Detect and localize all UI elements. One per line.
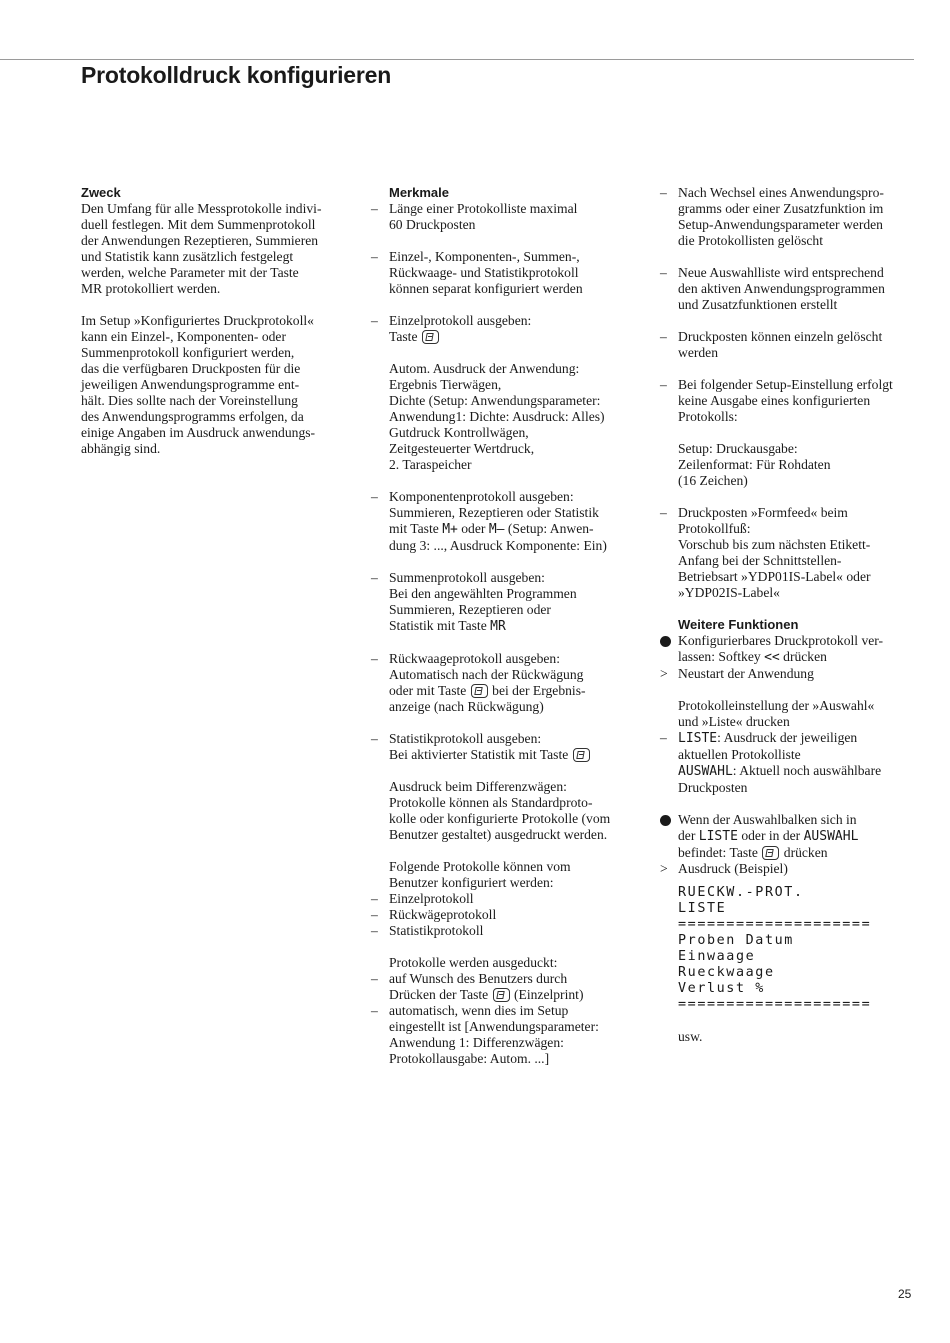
- list-item-new-selection: [660, 265, 922, 313]
- item-text: Rückwägeprotokoll: [389, 907, 497, 922]
- text-line: RUECKW.-PROT.: [678, 885, 804, 900]
- bullet-icon: [660, 815, 671, 826]
- text-line: Einzel-, Komponenten-, Summen-,: [389, 249, 580, 264]
- text-line: ====================: [678, 917, 872, 932]
- text-line: gramms oder einer Zusatzfunktion im: [678, 201, 884, 216]
- dash-marker: –: [371, 651, 378, 666]
- arrow-marker: >: [660, 861, 668, 876]
- item-text: lassen: Softkey: [678, 649, 761, 664]
- dash-marker: –: [371, 201, 378, 216]
- list-item-cfg: [371, 891, 633, 907]
- result-printout: [660, 861, 922, 877]
- text-line: Benutzer gestaltet) ausgedruckt werden.: [389, 827, 608, 842]
- dash-marker: –: [660, 505, 667, 520]
- text-line: Autom. Ausdruck der Anwendung:: [389, 361, 580, 376]
- column-purpose: [81, 185, 343, 473]
- item-text: der: [678, 828, 696, 843]
- text-line: den aktiven Anwendungsprogrammen: [678, 281, 885, 296]
- arrow-marker: >: [660, 666, 668, 681]
- text-line: Zeilenformat: Für Rohdaten: [678, 457, 831, 472]
- text-line: kolle oder konfigurierte Protokolle (vom: [389, 811, 611, 826]
- text-line: LISTE: [678, 901, 727, 916]
- item-text: anzeige (nach Rückwägung): [389, 699, 544, 714]
- text-line: des Anwendungsprogramms erfolgen, da: [81, 409, 304, 424]
- text-line: Druckposten können einzeln gelöscht: [678, 329, 883, 344]
- dash-marker: –: [371, 923, 378, 938]
- item-text: Ausdruck (Beispiel): [678, 861, 788, 876]
- list-item-length: [371, 201, 633, 233]
- text-line: der Anwendungen Rezeptieren, Summieren: [81, 233, 319, 248]
- header-rule: [0, 59, 914, 60]
- text-line: Anwendung1: Dichte: Ausdruck: Alles): [389, 409, 605, 424]
- list-item-sum-protocol: [371, 570, 633, 635]
- text-line: Protokollausgabe: Autom. ...]: [389, 1051, 550, 1066]
- text-line: können separat konfiguriert werden: [389, 281, 583, 296]
- text-line: Rückwaageprotokoll ausgeben:: [389, 651, 561, 666]
- text-line: werden, welche Parameter mit der Taste: [81, 265, 299, 280]
- text-line: Im Setup »Konfiguriertes Druckprotokoll«: [81, 313, 314, 328]
- text-line: Ausdruck beim Differenzwägen:: [389, 779, 567, 794]
- text-line: Summenprotokoll ausgeben:: [389, 570, 545, 585]
- text-line: 2. Taraspeicher: [389, 457, 472, 472]
- text-line: Gutdruck Kontrollwägen,: [389, 425, 529, 440]
- paragraph-differential: [371, 779, 633, 843]
- dash-marker: –: [660, 730, 667, 745]
- item-text: auf Wunsch des Benutzers durch: [389, 971, 568, 986]
- item-text: [678, 265, 922, 313]
- bullet-icon: [660, 636, 671, 647]
- item-text: : Ausdruck der jeweiligen: [717, 730, 858, 745]
- item-text: [678, 377, 922, 425]
- print-key-icon: [573, 748, 590, 762]
- print-key-icon: [762, 846, 779, 860]
- text-line: Rückwaage- und Statistikprotokoll: [389, 265, 579, 280]
- item-text: oder mit Taste: [389, 683, 467, 698]
- item-text: : Aktuell noch auswählbare: [732, 763, 882, 778]
- text-line: Anwendung 1: Differenzwägen:: [389, 1035, 564, 1050]
- item-text: oder in der: [741, 828, 801, 843]
- item-text: Statistikprotokoll ausgeben:: [389, 731, 542, 746]
- item-text: (Setup: Anwen-: [507, 521, 594, 536]
- text-line: Protokollfuß:: [678, 521, 751, 536]
- item-text: Druckposten: [678, 780, 748, 795]
- item-text: drücken: [783, 649, 827, 664]
- text-line: Verlust %: [678, 981, 765, 996]
- dash-marker: –: [371, 489, 378, 504]
- text-line: Anfang bei der Schnittstellen-: [678, 553, 842, 568]
- item-text: [389, 249, 633, 297]
- text-line: das die verfügbaren Druckposten für die: [81, 361, 301, 376]
- key-liste: LISTE: [678, 731, 718, 746]
- text-line: eingestellt ist [Anwendungsparameter:: [389, 1019, 599, 1034]
- text-line: und »Liste« drucken: [678, 714, 790, 729]
- paragraph-output: Protokolle werden ausgeduckt:: [389, 955, 558, 970]
- dash-marker: –: [371, 249, 378, 264]
- text-line: Vorschub bis zum nächsten Etikett-: [678, 537, 871, 552]
- paragraph-print-settings: [660, 698, 922, 730]
- key-m-minus: M–: [488, 522, 505, 537]
- text-line: Nach Wechsel eines Anwendungspro-: [678, 185, 884, 200]
- text-line: werden: [678, 345, 719, 360]
- key-m-plus: M+: [442, 522, 458, 537]
- text-line: »YDP02IS-Label«: [678, 585, 780, 600]
- paragraph-configurable: [371, 859, 633, 891]
- softkey-back: <<: [764, 650, 780, 665]
- paragraph-setup: [81, 313, 343, 457]
- key-liste: LISTE: [698, 829, 738, 844]
- printout-etc: usw.: [678, 1029, 703, 1044]
- text-line: hält. Dies sollte nach der Voreinstellung: [81, 393, 298, 408]
- text-line: Zeitgesteuerter Wertdruck,: [389, 441, 535, 456]
- list-item-separate: [371, 249, 633, 297]
- dash-marker: –: [660, 329, 667, 344]
- item-text: (Einzelprint): [514, 987, 584, 1002]
- auto-print-list: [371, 361, 633, 473]
- item-text: [678, 329, 922, 361]
- item-text: Drücken der Taste: [389, 987, 489, 1002]
- text-line: Neue Auswahlliste wird entsprechend: [678, 265, 884, 280]
- dash-marker: –: [371, 313, 378, 328]
- item-text: dung 3: ..., Ausdruck Komponente: Ein): [389, 538, 607, 553]
- list-item-single-protocol: [371, 313, 633, 345]
- step-leave-protocol: [660, 633, 922, 666]
- dash-marker: –: [371, 570, 378, 585]
- dash-marker: –: [371, 907, 378, 922]
- text-line: Protokolleinstellung der »Auswahl«: [678, 698, 875, 713]
- text-line: Komponentenprotokoll ausgeben:: [389, 489, 574, 504]
- text-line: Proben Datum: [678, 933, 794, 948]
- item-text: Taste: [389, 329, 418, 344]
- list-item-delete-items: [660, 329, 922, 361]
- item-text: Statistikprotokoll: [389, 923, 484, 938]
- item-text: Einzelprotokoll: [389, 891, 474, 906]
- item-text: Neustart der Anwendung: [678, 666, 814, 681]
- text-line: Summenprotokoll konfiguriert werden,: [81, 345, 295, 360]
- dash-marker: –: [660, 265, 667, 280]
- item-text: [389, 1003, 633, 1067]
- key-auswahl: AUSWAHL: [803, 829, 859, 844]
- paragraph-purpose: [81, 201, 343, 297]
- step-print-selection: [660, 812, 922, 861]
- item-text: Statistik mit Taste: [389, 618, 487, 633]
- printout-example: [678, 885, 922, 1013]
- list-item-statistics-protocol: [371, 731, 633, 763]
- print-key-icon: [493, 988, 510, 1002]
- text-line: (16 Zeichen): [678, 473, 748, 488]
- item-text: Wenn der Auswahlbalken sich in: [678, 812, 857, 827]
- item-text: [389, 489, 633, 521]
- item-text: aktuellen Protokolliste: [678, 747, 801, 762]
- text-line: Summieren, Rezeptieren oder Statistik: [389, 505, 599, 520]
- text-line: Druckposten »Formfeed« beim: [678, 505, 848, 520]
- list-item-cfg: [371, 907, 633, 923]
- heading-merkmale: Merkmale: [389, 185, 449, 200]
- text-line: Setup: Druckausgabe:: [678, 441, 798, 456]
- text-line: Den Umfang für alle Messprotokolle indivi-: [81, 201, 322, 216]
- key-auswahl: AUSWAHL: [678, 764, 733, 779]
- text-line: MR protokolliert werden.: [81, 281, 221, 296]
- text-line: Bei den angewählten Programmen: [389, 586, 577, 601]
- text-line: 60 Druckposten: [389, 217, 476, 232]
- item-text: [389, 651, 633, 683]
- print-key-icon: [422, 330, 439, 344]
- page-number: 25: [898, 1287, 912, 1301]
- item-text: drücken: [783, 845, 828, 860]
- dash-marker: –: [660, 377, 667, 392]
- text-line: Automatisch nach der Rückwägung: [389, 667, 584, 682]
- text-line: die Protokollisten gelöscht: [678, 233, 823, 248]
- text-line: Protokolls:: [678, 409, 738, 424]
- text-line: Rueckwaage: [678, 965, 775, 980]
- text-line: einige Angaben im Ausdruck anwendungs-: [81, 425, 316, 440]
- list-item-formfeed: [660, 505, 922, 601]
- list-item-app-change: [660, 185, 922, 249]
- list-item-component-protocol: [371, 489, 633, 554]
- text-line: Länge einer Protokolliste maximal: [389, 201, 578, 216]
- text-line: Ergebnis Tierwägen,: [389, 377, 502, 392]
- text-line: Setup-Anwendungsparameter werden: [678, 217, 883, 232]
- heading-zweck: Zweck: [81, 185, 121, 200]
- item-text: [678, 185, 922, 249]
- list-item-auto-print: [371, 1003, 633, 1067]
- text-line: Folgende Protokolle können vom: [389, 859, 571, 874]
- configurable-list: [371, 891, 633, 939]
- dash-marker: –: [371, 971, 378, 986]
- text-line: ====================: [678, 997, 872, 1012]
- text-line: duell festlegen. Mit dem Summenprotokoll: [81, 217, 316, 232]
- text-line: Benutzer konfiguriert werden:: [389, 875, 554, 890]
- text-line: Protokolle können als Standardproto-: [389, 795, 593, 810]
- text-line: automatisch, wenn dies im Setup: [389, 1003, 569, 1018]
- text-line: Dichte (Setup: Anwendungsparameter:: [389, 393, 601, 408]
- page-title: Protokolldruck konfigurieren: [81, 62, 392, 88]
- text-line: und Statistik kann zusätzlich festgelegt: [81, 249, 294, 264]
- column-features: [371, 185, 633, 1083]
- print-key-icon: [471, 684, 488, 698]
- text-line: Betriebsart »YDP01IS-Label« oder: [678, 569, 871, 584]
- result-restart: [660, 666, 922, 682]
- item-text: Bei aktivierter Statistik mit Taste: [389, 747, 569, 762]
- item-text: [678, 441, 922, 489]
- text-line: jeweiligen Anwendungsprogramme ent-: [81, 377, 300, 392]
- key-mr: MR: [490, 619, 506, 634]
- dash-marker: –: [371, 731, 378, 746]
- item-text: Konfigurierbares Druckprotokoll ver-: [678, 633, 884, 648]
- text-line: Bei folgender Setup-Einstellung erfolgt: [678, 377, 893, 392]
- dash-marker: –: [660, 185, 667, 200]
- column-notes: [660, 185, 922, 1061]
- text-line: und Zusatzfunktionen erstellt: [678, 297, 838, 312]
- text-line: abhängig sind.: [81, 441, 161, 456]
- text-line: Einwaage: [678, 949, 756, 964]
- list-item-no-output: [660, 377, 922, 489]
- item-text: oder: [461, 521, 486, 536]
- dash-marker: –: [371, 1003, 378, 1018]
- heading-weitere-funktionen: Weitere Funktionen: [678, 617, 799, 632]
- item-text: [678, 505, 922, 601]
- text-line: keine Ausgabe eines konfigurierten: [678, 393, 871, 408]
- item-text: [389, 570, 633, 618]
- dash-marker: –: [371, 891, 378, 906]
- list-item-liste: [660, 730, 922, 796]
- text-line: kann ein Einzel-, Komponenten- oder: [81, 329, 286, 344]
- list-item-backweigh-protocol: [371, 651, 633, 715]
- item-text: [389, 201, 633, 233]
- text-line: Summieren, Rezeptieren oder: [389, 602, 551, 617]
- item-text: mit Taste: [389, 521, 439, 536]
- item-text: bei der Ergebnis-: [492, 683, 586, 698]
- item-text: befindet: Taste: [678, 845, 758, 860]
- list-item-cfg: [371, 923, 633, 939]
- item-text: Einzelprotokoll ausgeben:: [389, 313, 532, 328]
- list-item-user-print: [371, 971, 633, 1003]
